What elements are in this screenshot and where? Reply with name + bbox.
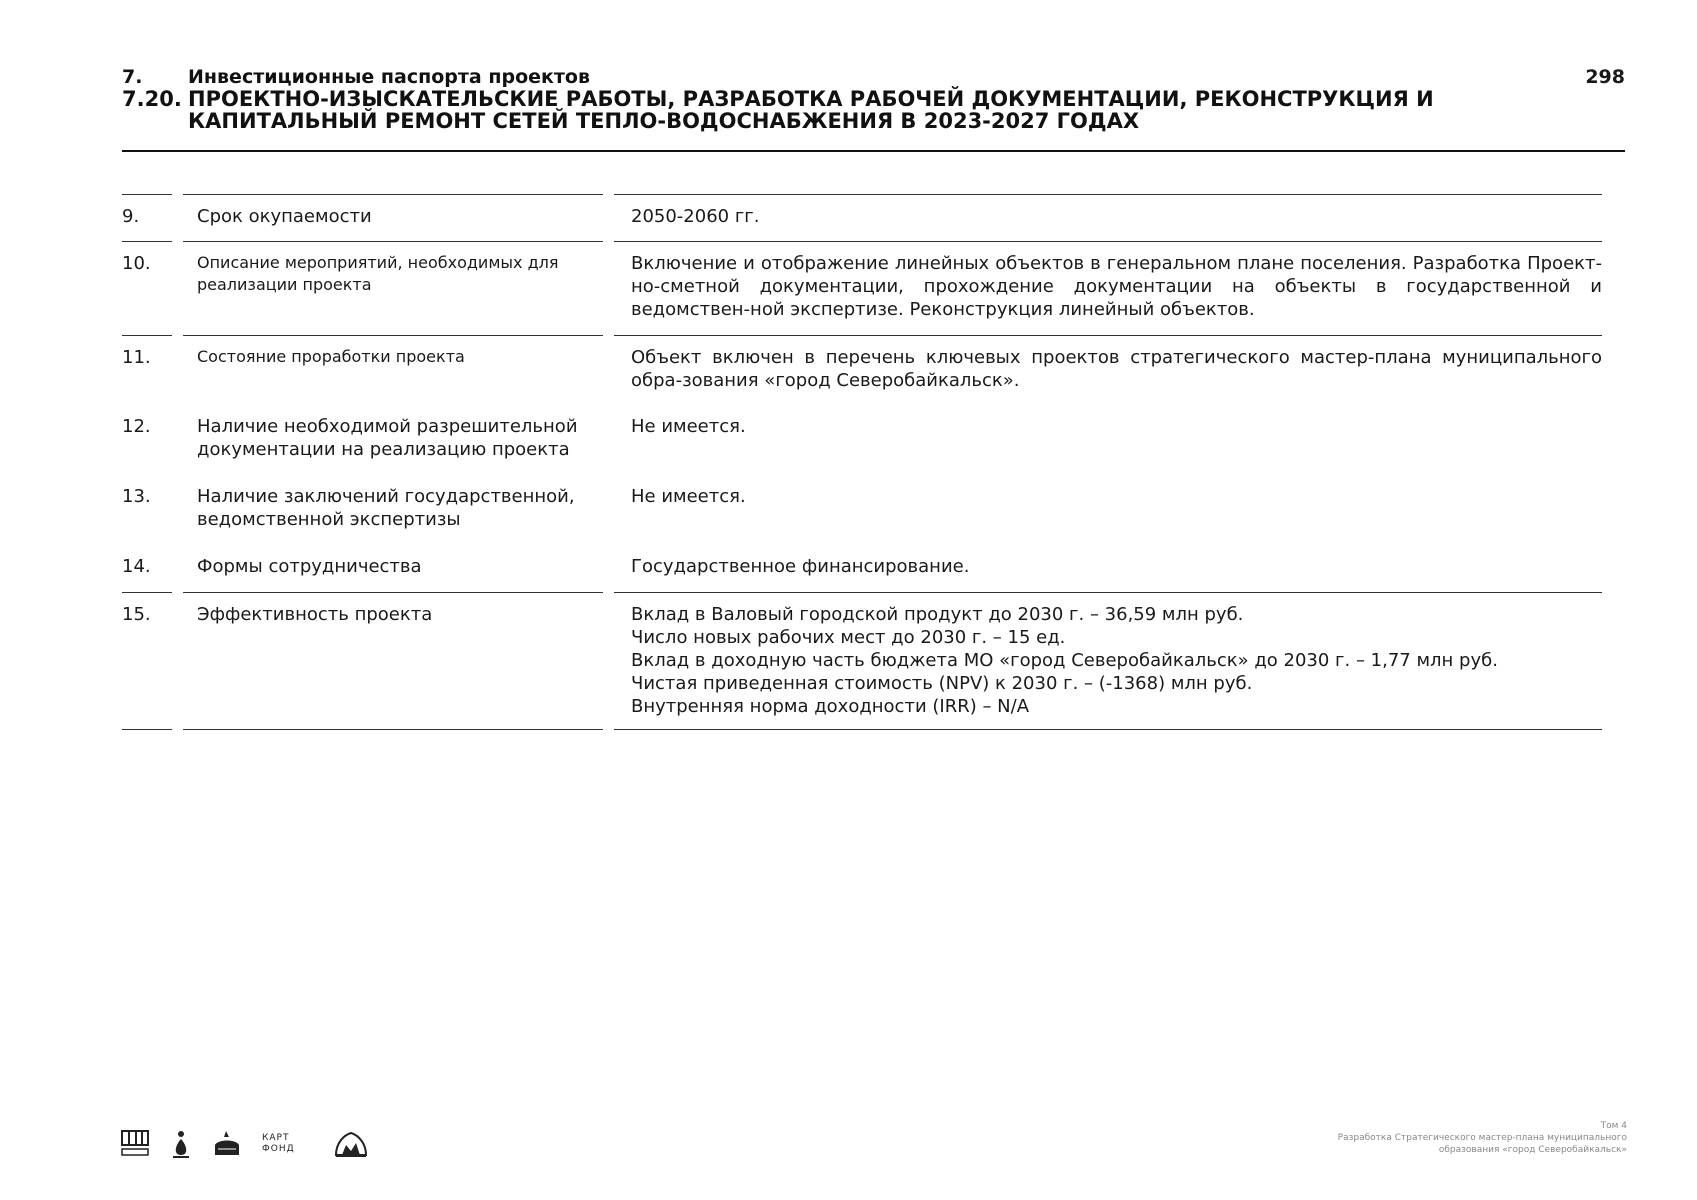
subsection-number: 7.20. [122,87,182,111]
row-label: Эффективность проекта [183,592,603,729]
row-label: Наличие необходимой разрешительной документации на реализацию проекта [197,416,578,460]
row-number: 13. [122,486,151,507]
row-label: Наличие заключений государственной, ведомственной экспертизы [197,486,575,530]
row-label: Состояние проработки проекта [183,335,603,405]
row-number: 10. [122,241,172,335]
page-number: 298 [1585,66,1625,88]
passport-table [122,194,1602,730]
table-row [122,241,1602,335]
row-number: 9. [122,194,172,241]
kart-fond-logo-icon [262,1128,314,1160]
row-number: 14. [122,556,151,577]
table-bottom-rule [122,729,1602,730]
table-row [122,335,1602,405]
row-label: Формы сотрудничества [197,556,422,577]
emblem-logo-icon [334,1128,368,1160]
row-label: Описание мероприятий, необходимых для реализации проекта [183,241,603,335]
row-value: Включение и отображение линейных объектов в генеральном плане поселения. Разработка Проект-но-сметной документации, прохождение документации на объекты в государственной и ведомствен-ной экспертизе. Реконструкция линейный объектов. [614,241,1602,335]
bear-logo-icon [212,1128,242,1160]
footer-note-volume: Том 4 [1600,1121,1627,1131]
row-value: 2050-2060 гг. [614,194,1602,241]
dom-rf-logo-icon [120,1128,150,1160]
row-number: 15. [122,592,172,729]
table-row [122,545,1602,592]
row-value: Объект включен в перечень ключевых проектов стратегического мастер-плана муниципального обра-зования «город Северобайкальск». [614,335,1602,405]
page-header [122,66,1625,132]
footer-logos [120,1128,368,1160]
subsection-title: ПРОЕКТНО-ИЗЫСКАТЕЛЬСКИЕ РАБОТЫ, РАЗРАБОТКА РАБОЧЕЙ ДОКУМЕНТАЦИИ, РЕКОНСТРУКЦИЯ И КАПИТАЛЬНЫЙ РЕМОНТ СЕТЕЙ ТЕПЛО-ВОДОСНАБЖЕНИЯ В 2023-2027 ГОДАХ [188,87,1434,133]
table-row [122,194,1602,241]
section-title: Инвестиционные паспорта проектов [188,66,591,88]
section-heading [122,66,1625,88]
row-value: Не имеется. [631,416,746,437]
row-number: 12. [122,416,151,437]
drop-logo-icon [170,1128,192,1160]
table-row [122,475,1602,545]
section-number: 7. [122,66,143,88]
footer-note-line: Разработка Стратегического мастер-плана муниципального [1337,1133,1627,1143]
table-row [122,592,1602,729]
kart-fond-text: КАРТ ФОНД [262,1133,295,1154]
row-label: Срок окупаемости [183,194,603,241]
row-value: Государственное финансирование. [631,556,970,577]
footer-note [1207,1120,1627,1156]
header-divider [122,150,1625,152]
row-number: 11. [122,335,172,405]
row-value: Не имеется. [631,486,746,507]
footer-note-line: образования «город Северобайкальск» [1438,1145,1627,1155]
table-row [122,405,1602,475]
row-value: Вклад в Валовый городской продукт до 2030 г. – 36,59 млн руб. Число новых рабочих мест до 2030 г. – 15 ед. Вклад в доходную часть бюджета МО «город Северобайкальск» до 2030 г. – 1,77 млн руб. Чистая приведенная стоимость (NPV) к 2030 г. – (-1368) млн руб. Внутренняя норма доходности (IRR) – N/A [614,592,1602,729]
subsection-heading [122,88,1625,132]
